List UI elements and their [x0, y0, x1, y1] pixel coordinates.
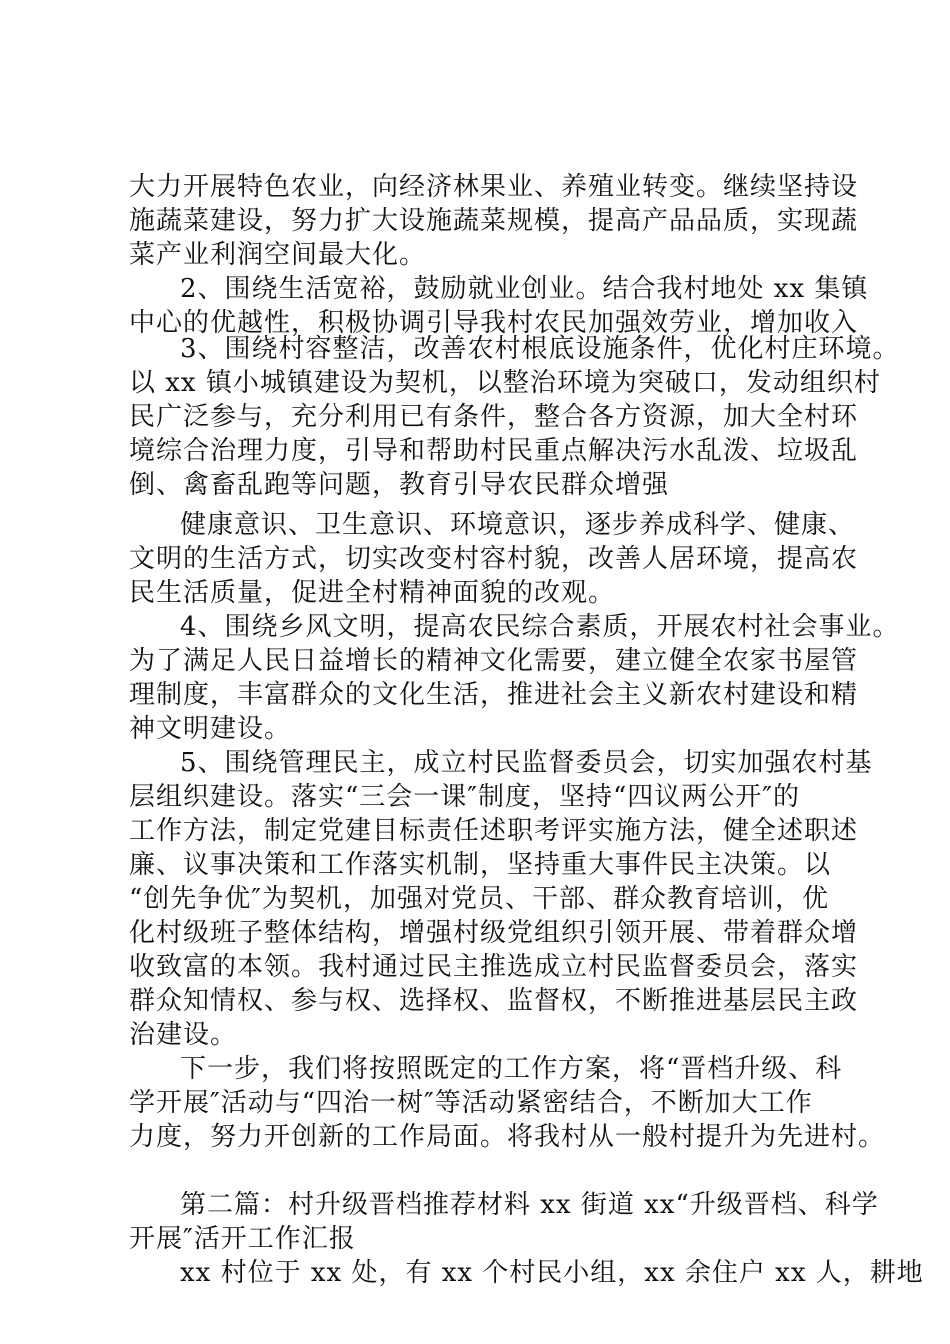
paragraph-line: 神文明建设。 [129, 714, 292, 744]
paragraph-line: 大力开展特色农业，向经济林果业、养殖业转变。继续坚持设 [129, 172, 859, 202]
paragraph-line: “创先争优″为契机，加强对党员、干部、群众教育培训，优 [129, 884, 830, 914]
paragraph-line: 层组织建设。落实“三会一课″制度，坚持“四议两公开″的 [129, 782, 801, 812]
paragraph-line: 施蔬菜建设，努力扩大设施蔬菜规模，提高产品品质，实现蔬 [129, 206, 859, 236]
paragraph-line: 5、围绕管理民主，成立村民监督委员会，切实加强农村基 [180, 748, 873, 778]
paragraph-line: 治建设。 [129, 1020, 238, 1050]
paragraph-line: 廉、议事决策和工作落实机制，坚持重大事件民主决策。以 [129, 850, 832, 880]
paragraph-line: xx 村位于 xx 处，有 xx 个村民小组，xx 余住户 xx 人，耕地 [180, 1258, 924, 1288]
paragraph-line: 民生活质量，促进全村精神面貌的改观。 [129, 578, 616, 608]
paragraph-line: 下一步，我们将按照既定的工作方案，将“晋档升级、科 [180, 1054, 843, 1084]
paragraph-line: 中心的优越性，积极协调引导我村农民加强效劳业，增加收入 [129, 308, 859, 338]
paragraph-line: 收致富的本领。我村通过民主推选成立村民监督委员会，落实 [129, 952, 859, 982]
paragraph-line: 理制度，丰富群众的文化生活，推进社会主义新农村建设和精 [129, 680, 859, 710]
paragraph-line: 化村级班子整体结构，增强村级党组织引领开展、带着群众增 [129, 918, 859, 948]
paragraph-line: 为了满足人民日益增长的精神文化需要，建立健全农家书屋管 [129, 646, 859, 676]
paragraph-line: 境综合治理力度，引导和帮助村民重点解决污水乱泼、垃圾乱 [129, 436, 859, 466]
paragraph-line: 群众知情权、参与权、选择权、监督权，不断推进基层民主政 [129, 986, 859, 1016]
paragraph-line: 菜产业利润空间最大化。 [129, 240, 427, 270]
paragraph-line: 工作方法，制定党建目标责任述职考评实施方法，健全述职述 [129, 816, 859, 846]
section-heading-line: 第二篇：村升级晋档推荐材料 xx 街道 xx“升级晋档、科学 [180, 1190, 879, 1220]
paragraph-line: 以 xx 镇小城镇建设为契机，以整治环境为突破口，发动组织村 [129, 368, 881, 398]
paragraph-line: 2、围绕生活宽裕，鼓励就业创业。结合我村地处 xx 集镇 [180, 274, 869, 304]
paragraph-line: 力度，努力开创新的工作局面。将我村从一般村提升为先进村。 [129, 1122, 886, 1152]
paragraph-line: 4、围绕乡风文明，提高农民综合素质，开展农村社会事业。 [180, 612, 900, 642]
paragraph-line: 健康意识、卫生意识、环境意识，逐步养成科学、健康、 [180, 510, 856, 540]
paragraph-line: 学开展″活动与“四治一树″等活动紧密结合，不断加大工作 [129, 1088, 813, 1118]
section-heading-line: 开展″活开工作汇报 [129, 1224, 356, 1254]
paragraph-line: 3、围绕村容整洁，改善农村根底设施条件，优化村庄环境。 [180, 334, 900, 364]
paragraph-line: 文明的生活方式，切实改变村容村貌，改善人居环境，提高农 [129, 544, 859, 574]
paragraph-line: 倒、禽畜乱跑等问题，教育引导农民群众增强 [129, 470, 670, 500]
paragraph-line: 民广泛参与，充分利用已有条件，整合各方资源，加大全村环 [129, 402, 859, 432]
